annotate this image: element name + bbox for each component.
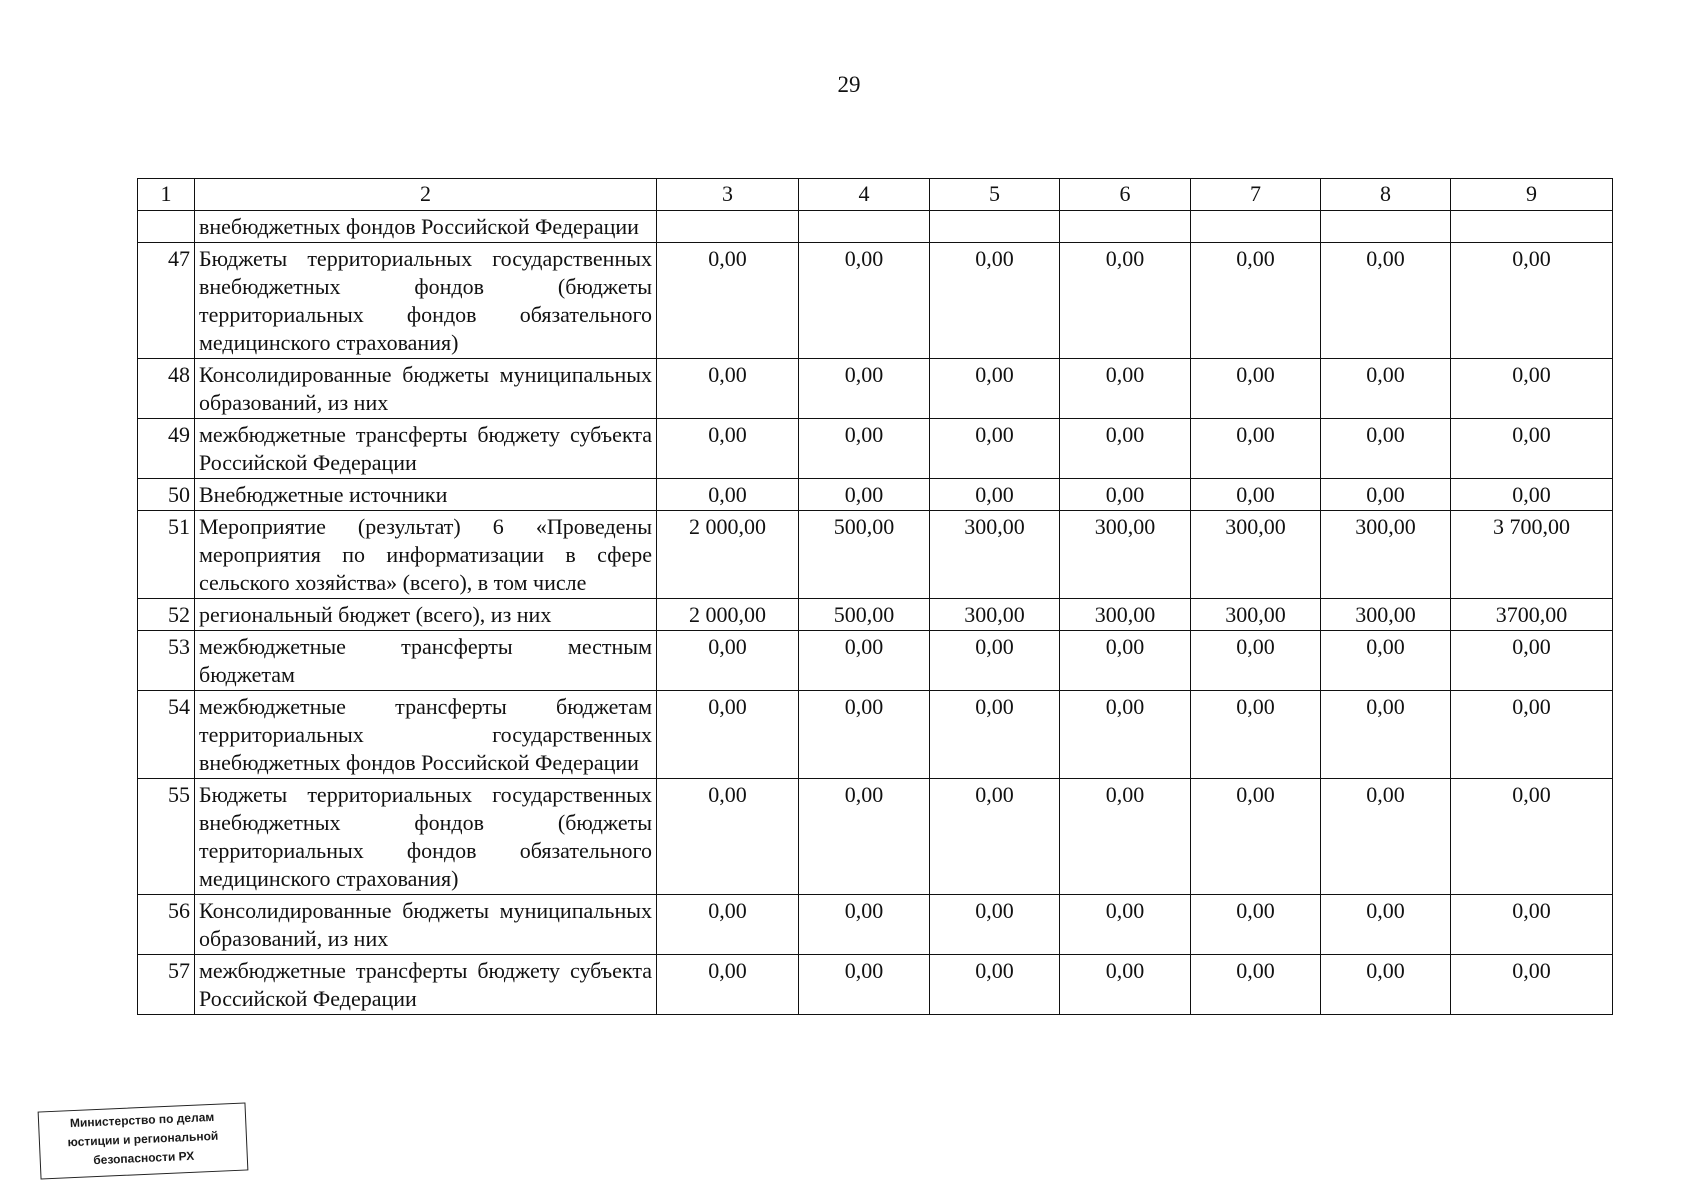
value-cell: 300,00 <box>1321 511 1451 599</box>
value-cell: 3700,00 <box>1451 599 1613 631</box>
column-header: 7 <box>1191 179 1321 211</box>
value-cell <box>799 211 930 243</box>
value-cell: 2 000,00 <box>657 599 799 631</box>
table-row <box>138 511 1613 599</box>
value-cell: 0,00 <box>1060 955 1191 1015</box>
row-description: Мероприятие (результат) 6 «Проведены мероприятия по информатизации в сфере сельского хозяйства» (всего), в том числе <box>195 511 657 599</box>
value-cell <box>657 211 799 243</box>
page-number: 29 <box>837 72 861 97</box>
value-cell: 300,00 <box>930 511 1060 599</box>
value-cell: 0,00 <box>657 359 799 419</box>
value-cell: 0,00 <box>1060 779 1191 895</box>
value-cell: 0,00 <box>657 779 799 895</box>
value-cell: 300,00 <box>1321 599 1451 631</box>
value-cell: 0,00 <box>1321 955 1451 1015</box>
table-row <box>138 691 1613 779</box>
column-header: 6 <box>1060 179 1191 211</box>
value-cell: 0,00 <box>930 631 1060 691</box>
row-number: 47 <box>138 243 195 359</box>
value-cell: 0,00 <box>1321 895 1451 955</box>
stamp-line: безопасности РХ <box>93 1148 195 1168</box>
value-cell: 0,00 <box>657 631 799 691</box>
value-cell: 0,00 <box>930 419 1060 479</box>
value-cell: 300,00 <box>1191 599 1321 631</box>
value-cell <box>1451 211 1613 243</box>
value-cell: 0,00 <box>930 955 1060 1015</box>
value-cell: 0,00 <box>1191 779 1321 895</box>
row-description: Внебюджетные источники <box>195 479 657 511</box>
value-cell: 0,00 <box>1451 779 1613 895</box>
table-row <box>138 211 1613 243</box>
value-cell <box>930 211 1060 243</box>
row-number: 49 <box>138 419 195 479</box>
row-description: межбюджетные трансферты бюджету субъекта Российской Федерации <box>195 955 657 1015</box>
row-number: 56 <box>138 895 195 955</box>
value-cell: 0,00 <box>1191 895 1321 955</box>
row-description: внебюджетных фондов Российской Федерации <box>195 211 657 243</box>
value-cell: 0,00 <box>1321 691 1451 779</box>
value-cell: 0,00 <box>657 691 799 779</box>
value-cell: 0,00 <box>1191 691 1321 779</box>
row-number: 55 <box>138 779 195 895</box>
table-row <box>138 779 1613 895</box>
stamp-line: Министерство по делам <box>69 1109 215 1131</box>
value-cell: 0,00 <box>1191 359 1321 419</box>
value-cell: 0,00 <box>1451 955 1613 1015</box>
value-cell: 0,00 <box>1451 895 1613 955</box>
value-cell: 300,00 <box>930 599 1060 631</box>
value-cell: 0,00 <box>1060 243 1191 359</box>
value-cell: 0,00 <box>799 631 930 691</box>
value-cell: 0,00 <box>930 243 1060 359</box>
column-header: 8 <box>1321 179 1451 211</box>
value-cell: 0,00 <box>799 243 930 359</box>
value-cell: 0,00 <box>799 691 930 779</box>
value-cell: 300,00 <box>1060 511 1191 599</box>
value-cell: 0,00 <box>657 479 799 511</box>
value-cell: 0,00 <box>1451 243 1613 359</box>
row-number: 48 <box>138 359 195 419</box>
value-cell: 300,00 <box>1060 599 1191 631</box>
table-row <box>138 359 1613 419</box>
row-description: межбюджетные трансферты бюджету субъекта Российской Федерации <box>195 419 657 479</box>
value-cell: 0,00 <box>1321 631 1451 691</box>
value-cell: 0,00 <box>930 895 1060 955</box>
table-row <box>138 479 1613 511</box>
table-row <box>138 895 1613 955</box>
table-row <box>138 631 1613 691</box>
value-cell: 0,00 <box>1191 243 1321 359</box>
value-cell: 0,00 <box>1321 479 1451 511</box>
table-row <box>138 955 1613 1015</box>
value-cell: 500,00 <box>799 599 930 631</box>
header-row <box>138 179 1613 211</box>
row-number <box>138 211 195 243</box>
stamp-line: юстиции и региональной <box>67 1128 219 1150</box>
column-header: 1 <box>138 179 195 211</box>
value-cell: 0,00 <box>1451 479 1613 511</box>
row-number: 51 <box>138 511 195 599</box>
row-description: межбюджетные трансферты местным бюджетам <box>195 631 657 691</box>
table-row <box>138 599 1613 631</box>
value-cell: 0,00 <box>1060 895 1191 955</box>
value-cell: 0,00 <box>1060 479 1191 511</box>
value-cell: 0,00 <box>930 779 1060 895</box>
value-cell: 0,00 <box>930 479 1060 511</box>
column-header: 5 <box>930 179 1060 211</box>
ministry-stamp <box>38 1102 249 1179</box>
value-cell: 0,00 <box>799 419 930 479</box>
value-cell: 0,00 <box>799 955 930 1015</box>
value-cell <box>1321 211 1451 243</box>
row-description: Консолидированные бюджеты муниципальных образований, из них <box>195 359 657 419</box>
value-cell: 0,00 <box>1191 479 1321 511</box>
value-cell: 0,00 <box>1321 359 1451 419</box>
value-cell: 0,00 <box>657 419 799 479</box>
value-cell: 0,00 <box>1321 419 1451 479</box>
row-number: 52 <box>138 599 195 631</box>
value-cell: 0,00 <box>799 895 930 955</box>
value-cell: 0,00 <box>1191 419 1321 479</box>
column-header: 2 <box>195 179 657 211</box>
value-cell: 0,00 <box>657 955 799 1015</box>
value-cell: 0,00 <box>930 359 1060 419</box>
row-number: 54 <box>138 691 195 779</box>
column-header: 9 <box>1451 179 1613 211</box>
column-header: 4 <box>799 179 930 211</box>
table-body <box>138 211 1613 1015</box>
value-cell: 0,00 <box>1451 691 1613 779</box>
value-cell: 0,00 <box>657 895 799 955</box>
row-description: Бюджеты территориальных государственных внебюджетных фондов (бюджеты территориальных фондов обязательного медицинского страхования) <box>195 779 657 895</box>
row-number: 50 <box>138 479 195 511</box>
value-cell <box>1060 211 1191 243</box>
table-row <box>138 419 1613 479</box>
budget-table <box>137 178 1613 1015</box>
value-cell: 0,00 <box>799 779 930 895</box>
value-cell: 3 700,00 <box>1451 511 1613 599</box>
row-number: 53 <box>138 631 195 691</box>
row-description: Консолидированные бюджеты муниципальных образований, из них <box>195 895 657 955</box>
row-description: межбюджетные трансферты бюджетам территориальных государственных внебюджетных фондов Российской Федерации <box>195 691 657 779</box>
value-cell: 2 000,00 <box>657 511 799 599</box>
value-cell: 0,00 <box>1060 631 1191 691</box>
value-cell: 0,00 <box>657 243 799 359</box>
value-cell: 500,00 <box>799 511 930 599</box>
value-cell: 0,00 <box>1060 691 1191 779</box>
value-cell: 0,00 <box>1451 631 1613 691</box>
value-cell: 0,00 <box>1191 631 1321 691</box>
value-cell: 0,00 <box>1451 419 1613 479</box>
value-cell: 0,00 <box>1060 359 1191 419</box>
value-cell: 0,00 <box>799 359 930 419</box>
value-cell: 300,00 <box>1191 511 1321 599</box>
value-cell: 0,00 <box>1191 955 1321 1015</box>
value-cell: 0,00 <box>799 479 930 511</box>
value-cell: 0,00 <box>1321 779 1451 895</box>
value-cell: 0,00 <box>930 691 1060 779</box>
value-cell <box>1191 211 1321 243</box>
value-cell: 0,00 <box>1060 419 1191 479</box>
value-cell: 0,00 <box>1451 359 1613 419</box>
row-description: региональный бюджет (всего), из них <box>195 599 657 631</box>
column-header: 3 <box>657 179 799 211</box>
row-number: 57 <box>138 955 195 1015</box>
table-row <box>138 243 1613 359</box>
row-description: Бюджеты территориальных государственных внебюджетных фондов (бюджеты территориальных фондов обязательного медицинского страхования) <box>195 243 657 359</box>
value-cell: 0,00 <box>1321 243 1451 359</box>
